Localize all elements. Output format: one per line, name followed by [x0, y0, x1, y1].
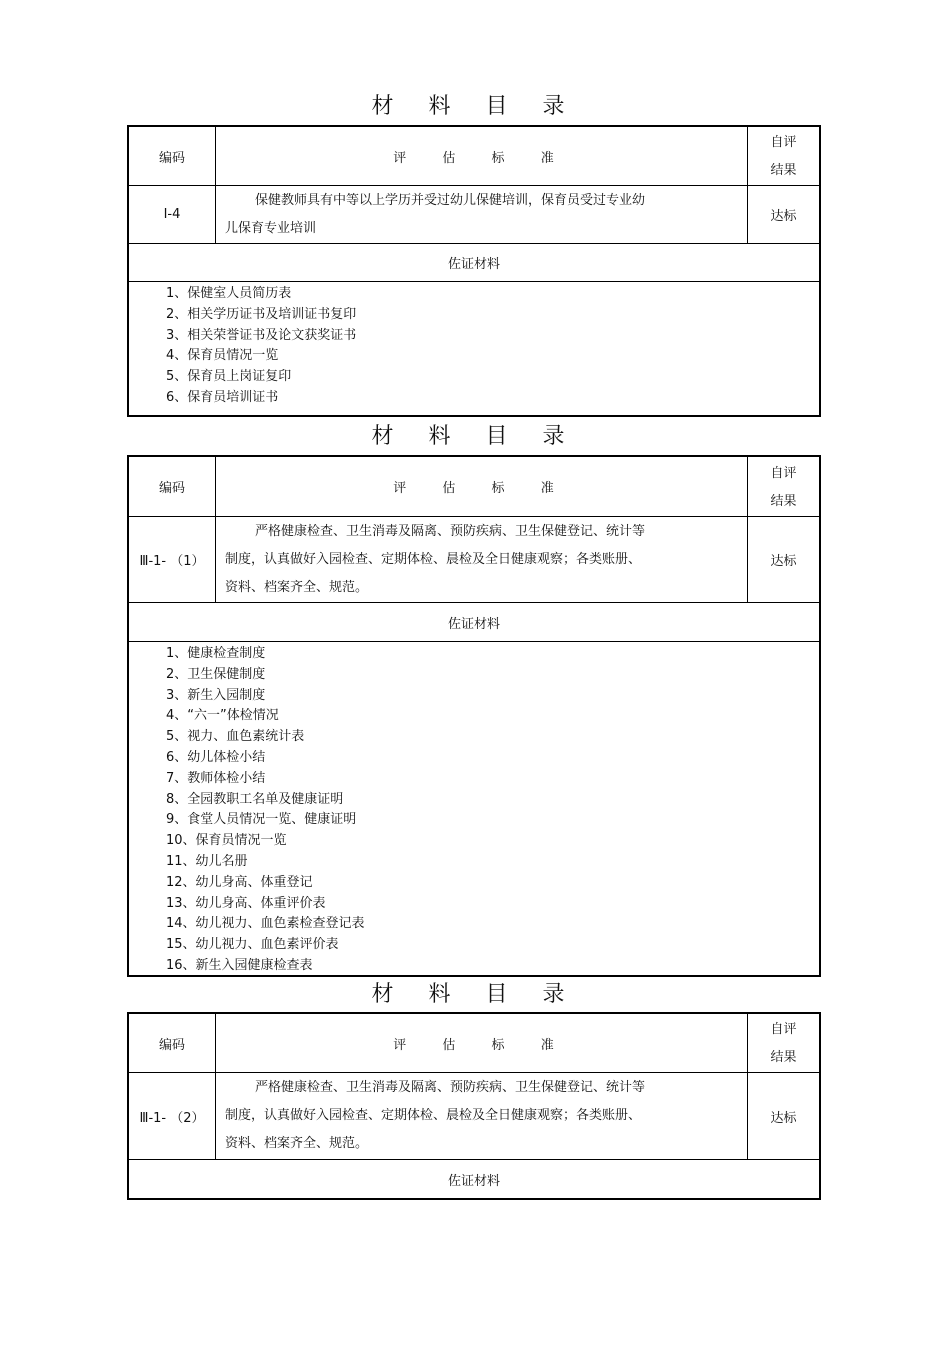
evidence-list	[129, 642, 819, 975]
table-header-row	[129, 457, 819, 517]
standard-line: 严格健康检查、卫生消毒及隔离、预防疾病、卫生保健登记、统计等	[255, 524, 646, 539]
table-header-row	[129, 127, 819, 186]
list-item: 6、保育员培训证书	[166, 389, 279, 405]
self-eval-result: 达标	[770, 554, 797, 569]
standard-header: 评 估 标 准	[216, 1014, 748, 1072]
code-header: 编码	[129, 1014, 216, 1072]
standard-line: 资料、档案齐全、规范。	[225, 580, 369, 595]
self-eval-line2: 结果	[770, 1050, 797, 1065]
self-eval-line2: 结果	[770, 493, 797, 509]
self-eval-header	[748, 127, 819, 185]
list-item: 7、教师体检小结	[166, 770, 266, 786]
list-item: 6、幼儿体检小结	[166, 749, 266, 765]
list-item: 10、保育员情况一览	[166, 833, 287, 849]
self-eval-result: 达标	[770, 1110, 797, 1126]
self-eval-header	[748, 1014, 819, 1072]
standard-line: 制度，认真做好入园检查、定期体检、晨检及全日健康观察；各类账册、	[225, 1108, 642, 1123]
material-table	[127, 1012, 821, 1200]
standard-header: 评 估 标 准	[216, 127, 748, 185]
standard-text	[216, 517, 748, 602]
self-eval-result: 达标	[770, 209, 797, 224]
list-item: 3、新生入园制度	[166, 687, 266, 703]
standard-header: 评 估 标 准	[216, 457, 748, 516]
list-item: 5、保育员上岗证复印	[166, 369, 292, 385]
standard-row	[129, 186, 819, 244]
standard-row	[129, 517, 819, 603]
evidence-header-row	[129, 603, 819, 642]
list-item: 4、保育员情况一览	[166, 348, 279, 364]
self-eval-line1: 自评	[770, 1022, 797, 1037]
standard-text	[216, 1073, 748, 1159]
table-header-row	[129, 1014, 819, 1073]
evidence-header-row	[129, 1160, 819, 1198]
list-item: 13、幼儿身高、体重评价表	[166, 895, 326, 911]
item-code: Ⅰ-4	[129, 186, 216, 243]
self-eval-line2: 结果	[770, 163, 797, 178]
list-item: 9、食堂人员情况一览、健康证明	[166, 812, 357, 828]
list-item: 15、幼儿视力、血色素评价表	[166, 937, 339, 953]
item-code: Ⅲ-1- （1）	[129, 517, 216, 602]
list-item: 14、幼儿视力、血色素检查登记表	[166, 916, 365, 932]
page-title: 材 料 目 录	[371, 982, 579, 1007]
evidence-title: 佐证材料	[447, 1173, 500, 1189]
evidence-title: 佐证材料	[447, 257, 500, 272]
list-item: 8、全园教职工名单及健康证明	[166, 791, 344, 807]
page-title: 材 料 目 录	[371, 424, 579, 449]
standard-text	[216, 186, 748, 243]
code-header: 编码	[129, 457, 216, 516]
code-header: 编码	[129, 127, 216, 185]
list-item: 5、视力、血色素统计表	[166, 729, 305, 745]
list-item: 1、保健室人员简历表	[166, 286, 292, 301]
item-code: Ⅲ-1- （2）	[129, 1073, 216, 1159]
self-eval-line1: 自评	[770, 465, 797, 481]
material-table	[127, 125, 821, 417]
self-eval-line1: 自评	[770, 135, 797, 150]
page-title: 材 料 目 录	[371, 94, 579, 119]
standard-line: 保健教师具有中等以上学历并受过幼儿保健培训，保育员受过专业幼	[255, 193, 646, 208]
standard-line: 儿保育专业培训	[225, 221, 317, 236]
list-item: 2、相关学历证书及培训证书复印	[166, 306, 357, 322]
list-item: 12、幼儿身高、体重登记	[166, 874, 313, 890]
evidence-title: 佐证材料	[447, 616, 500, 632]
material-table	[127, 455, 821, 977]
evidence-list	[129, 282, 819, 415]
list-item: 11、幼儿名册	[166, 853, 248, 869]
list-item: 4、“六一”体检情况	[166, 708, 279, 724]
standard-line: 严格健康检查、卫生消毒及隔离、预防疾病、卫生保健登记、统计等	[255, 1080, 646, 1095]
evidence-header-row	[129, 244, 819, 282]
list-item: 3、相关荣誉证书及论文获奖证书	[166, 327, 357, 343]
self-eval-header	[748, 457, 819, 516]
standard-row	[129, 1073, 819, 1160]
list-item: 1、健康检查制度	[166, 646, 266, 661]
list-item: 2、卫生保健制度	[166, 666, 266, 682]
standard-line: 资料、档案齐全、规范。	[225, 1136, 369, 1151]
list-item: 16、新生入园健康检查表	[166, 957, 313, 973]
standard-line: 制度，认真做好入园检查、定期体检、晨检及全日健康观察；各类账册、	[225, 552, 642, 567]
